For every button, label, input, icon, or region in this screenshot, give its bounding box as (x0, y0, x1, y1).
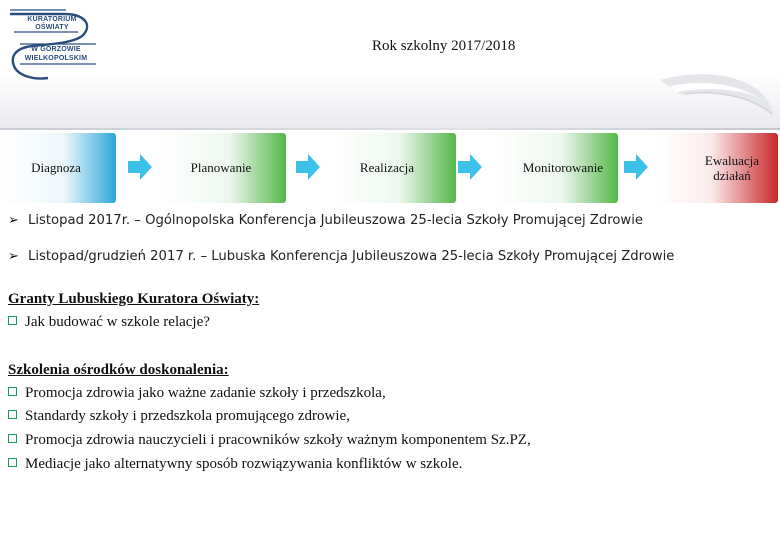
paper-swoosh-decoration (640, 60, 780, 120)
logo-line-4: WIELKOPOLSKIM (24, 55, 88, 62)
page-title: Rok szkolny 2017/2018 (372, 38, 516, 54)
arrowhead-bullet-icon: ➢ (8, 213, 19, 228)
list-item (8, 456, 462, 473)
list-item (8, 408, 350, 425)
grants-heading: Granty Lubuskiego Kuratora Oświaty: (8, 291, 260, 307)
list-item-text: Promocja zdrowia nauczycieli i pracowników szkoły ważnym komponentem Sz.PZ, (25, 432, 531, 448)
list-item-text: Standardy szkoły i przedszkola promującego zdrowie, (25, 408, 350, 424)
square-bullet-icon (8, 316, 17, 325)
header-divider (0, 128, 780, 130)
list-item-text: Mediacje jako alternatywny sposób rozwiązywania konfliktów w szkole. (25, 456, 463, 472)
logo-line-1: KURATORIUM (27, 16, 77, 23)
square-bullet-icon (8, 410, 17, 419)
kuratorium-logo (4, 2, 102, 86)
step-realizacja (330, 133, 456, 203)
step-planowanie (160, 133, 286, 203)
step-ewaluacja (656, 133, 778, 203)
list-item-text: Promocja zdrowia jako ważne zadanie szkoły i przedszkola, (25, 385, 386, 401)
event-item (8, 249, 674, 264)
step-label: Planowanie (190, 160, 252, 175)
arrow-right-icon (296, 154, 320, 180)
arrow-right-icon (128, 154, 152, 180)
step-monitorowanie (492, 133, 618, 203)
step-label: Realizacja (359, 160, 415, 175)
square-bullet-icon (8, 458, 17, 467)
square-bullet-icon (8, 387, 17, 396)
arrowhead-bullet-icon: ➢ (8, 249, 19, 264)
logo-line-2: OŚWIATY (35, 24, 69, 31)
list-item-text: Jak budować w szkole relacje? (25, 314, 210, 330)
square-bullet-icon (8, 434, 17, 443)
list-item (8, 432, 531, 449)
step-label-line-2: działań (713, 168, 751, 183)
logo-line-3: W GORZOWIE (31, 46, 81, 53)
event-text: Listopad/grudzień 2017 r. – Lubuska Konferencja Jubileuszowa 25-lecia Szkoły Promującej Zdrowie (28, 249, 675, 264)
step-label-line-1: Ewaluacja (704, 153, 760, 168)
list-item (8, 385, 386, 402)
step-diagnoza (0, 133, 116, 203)
step-label: Diagnoza (31, 160, 81, 175)
event-text: Listopad 2017r. – Ogólnopolska Konferencja Jubileuszowa 25-lecia Szkoły Promującej Zdrowie (28, 213, 643, 228)
list-item (8, 314, 210, 331)
event-item (8, 213, 643, 228)
arrow-right-icon (458, 154, 482, 180)
step-label (705, 153, 759, 183)
trainings-heading: Szkolenia ośrodków doskonalenia: (8, 362, 229, 378)
step-label: Monitorowanie (522, 160, 604, 175)
arrow-right-icon (624, 154, 648, 180)
